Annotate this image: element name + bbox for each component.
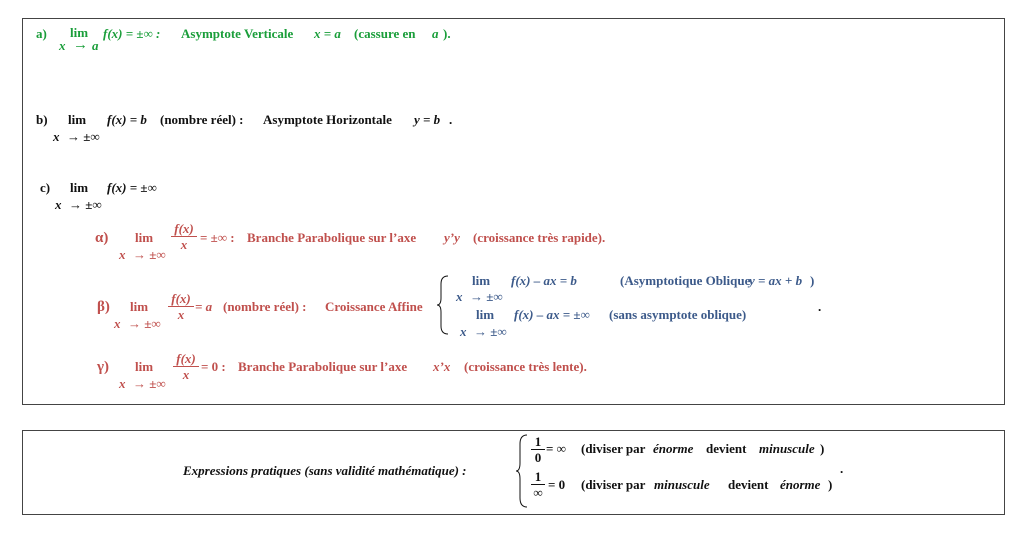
item-a-under-x: x	[59, 38, 66, 53]
row2-word1: minuscule	[654, 477, 710, 492]
row1-den: 0	[534, 450, 542, 465]
alpha-under-x: x	[119, 247, 126, 262]
row2-paren-close: )	[828, 477, 833, 492]
alpha-den: x	[180, 237, 188, 252]
gamma-paren: (croissance très lente).	[464, 359, 587, 374]
alpha-num: f(x)	[174, 221, 194, 236]
item-c-expr: f(x) = ±∞	[107, 180, 157, 195]
row1-paren-close: )	[820, 441, 825, 456]
case2-paren: (sans asymptote oblique)	[609, 307, 747, 322]
row2-den: ∞	[533, 485, 543, 500]
item-a-expr: f(x) = ±∞ :	[103, 26, 161, 41]
case2-expr: f(x) – ax = ±∞	[514, 307, 590, 322]
case2-lim: lim	[476, 307, 495, 322]
alpha-fraction	[171, 222, 197, 251]
gamma-num: f(x)	[176, 351, 196, 366]
alpha-desc: Branche Parabolique sur l’axe	[247, 230, 417, 245]
case2-under-to: → ±∞	[474, 324, 507, 339]
limits-box	[22, 18, 1005, 405]
practical-dot: .	[840, 461, 844, 476]
item-a-under-to: a	[92, 38, 99, 53]
row2-paren-open: (diviser par	[581, 477, 646, 492]
row2-word2: énorme	[780, 477, 821, 492]
gamma-under-to: → ±∞	[133, 376, 166, 391]
case1-paren-close: )	[810, 273, 815, 288]
case1-under-to: → ±∞	[470, 289, 503, 304]
case1-expr: f(x) – ax = b	[511, 273, 577, 288]
row1-word2: minuscule	[759, 441, 815, 456]
beta-eq: = a	[195, 299, 213, 314]
case1-paren-eq: y = ax + b	[749, 273, 803, 288]
practical-brace	[515, 433, 531, 509]
alpha-paren: (croissance très rapide).	[473, 230, 606, 245]
practical-expressions-box	[22, 430, 1005, 515]
beta-greek: β)	[97, 299, 110, 315]
item-b-under-x: x	[53, 129, 60, 144]
gamma-desc: Branche Parabolique sur l’axe	[238, 359, 408, 374]
item-c-under-x: x	[55, 197, 62, 212]
beta-den: x	[177, 307, 185, 322]
alpha-eq: = ±∞ :	[200, 230, 235, 245]
item-a-lim: lim	[70, 25, 89, 40]
item-c-under-to: → ±∞	[69, 197, 102, 212]
beta-desc: Croissance Affine	[325, 299, 423, 314]
beta-under-x: x	[114, 316, 121, 331]
item-a-desc: Asymptote Verticale	[181, 26, 294, 41]
item-b-lim: lim	[68, 112, 87, 127]
item-a-paren-open: (cassure en	[354, 26, 416, 41]
case1-paren-open: (Asymptotique Oblique	[620, 273, 751, 288]
item-b-expr: f(x) = b	[107, 112, 147, 127]
alpha-under-to: → ±∞	[133, 247, 166, 262]
item-b-paren: (nombre réel) :	[160, 112, 244, 127]
beta-brace	[436, 274, 452, 336]
beta-num: f(x)	[171, 291, 191, 306]
case2-under-x: x	[460, 324, 467, 339]
case1-under-x: x	[456, 289, 463, 304]
row1-fraction	[531, 435, 545, 464]
item-b-eq: y = b	[414, 112, 441, 127]
row1-eq: = ∞	[546, 441, 566, 456]
gamma-lim: lim	[135, 359, 154, 374]
beta-lim: lim	[130, 299, 149, 314]
item-b-under-to: → ±∞	[67, 129, 100, 144]
item-a-label: a)	[36, 26, 47, 41]
row2-mid: devient	[728, 477, 769, 492]
row1-num: 1	[534, 434, 542, 449]
item-b-end: .	[449, 112, 453, 127]
beta-under-to: → ±∞	[128, 316, 161, 331]
row1-mid: devient	[706, 441, 747, 456]
item-a-paren-close: ).	[443, 26, 451, 41]
item-b-label: b)	[36, 112, 48, 127]
item-c-label: c)	[40, 180, 51, 195]
item-a-eq: x = a	[314, 26, 341, 41]
practical-intro: Expressions pratiques (sans validité mathématique) :	[183, 463, 467, 478]
row2-fraction	[531, 470, 545, 499]
gamma-greek: γ)	[97, 359, 110, 375]
gamma-den: x	[182, 367, 190, 382]
alpha-axis: y’y	[444, 230, 460, 245]
row1-paren-open: (diviser par	[581, 441, 646, 456]
gamma-fraction	[173, 352, 199, 381]
gamma-axis: x’x	[433, 359, 451, 374]
beta-dot: .	[818, 299, 822, 314]
gamma-eq: = 0 :	[201, 359, 226, 374]
row2-num: 1	[534, 469, 542, 484]
item-b-desc: Asymptote Horizontale	[263, 112, 392, 127]
item-c-lim: lim	[70, 180, 89, 195]
row1-word1: énorme	[653, 441, 694, 456]
gamma-under-x: x	[119, 376, 126, 391]
alpha-lim: lim	[135, 230, 154, 245]
row2-eq: = 0	[548, 477, 566, 492]
alpha-greek: α)	[95, 230, 109, 246]
beta-paren: (nombre réel) :	[223, 299, 307, 314]
item-a-under-arrow: →	[73, 37, 88, 53]
item-a-paren-var: a	[432, 26, 439, 41]
beta-fraction	[168, 292, 194, 321]
case1-lim: lim	[472, 273, 491, 288]
